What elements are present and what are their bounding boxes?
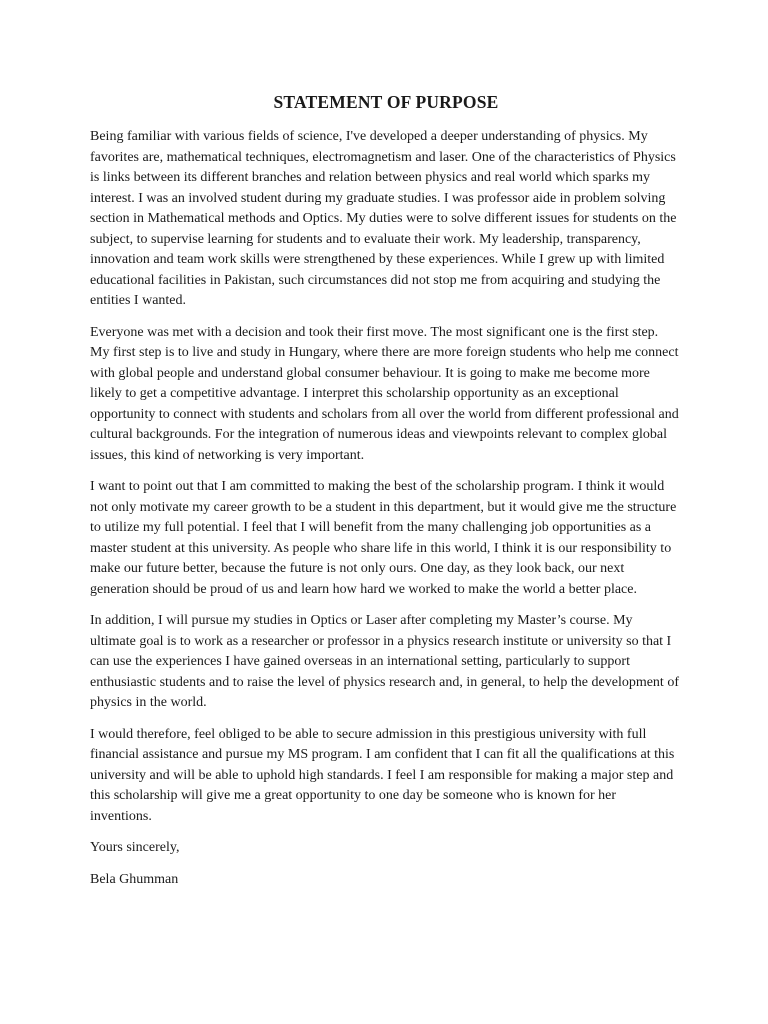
paragraph-conclusion: I would therefore, feel obliged to be able to secure admission in this prestigious university with full financial assistance and pursue my MS program. I am confident that I can fit all the qualifications at this university and will be able to uphold high standards. I feel I am responsible for making a major step and this scholarship will give me a great opportunity to one day be someone who is known for her inventions. bbox=[90, 726, 675, 824]
document-page bbox=[90, 92, 680, 901]
paragraph-goals: In addition, I will pursue my studies in Optics or Laser after completing my Master’s course. My ultimate goal is to work as a researcher or professor in a physics research institute or university so that I can use the experiences I have gained overseas in an international setting, particularly to support enthusiastic students and to raise the level of physics research and, in general, to help the development of physics in the world. bbox=[90, 613, 679, 710]
paragraph-first-step: Everyone was met with a decision and took their first move. The most significant one is the first step. My first step is to live and study in Hungary, where there are more foreign students who help me connect with global people and understand global consumer behaviour. It is going to make me become more likely to get a competitive advantage. I interpret this scholarship opportunity as an exceptional opportunity to connect with students and scholars from all over the world from different professional and cultural backgrounds. For the integration of numerous ideas and viewpoints relevant to complex global issues, this kind of networking is very important. bbox=[90, 324, 679, 463]
signature-name: Bela Ghumman bbox=[90, 871, 179, 887]
closing-salutation: Yours sincerely, bbox=[90, 840, 180, 855]
document-title: STATEMENT OF PURPOSE bbox=[273, 92, 499, 112]
paragraph-commitment: I want to point out that I am committed to making the best of the scholarship program. I think it would not only motivate my career growth to be a student in this department, but it would give me the structure to utilize my full potential. I feel that I will benefit from the many challenging job opportunities as a master student at this university. As people who share life in this world, I think it is our responsibility to make our future better, because the future is not only ours. One day, as they look back, our next generation should be proud of us and learn how hard we worked to make the world a better place. bbox=[90, 479, 677, 597]
paragraph-intro: Being familiar with various fields of science, I've developed a deeper understanding of physics. My favorites are, mathematical techniques, electromagnetism and laser. One of the characteristics of Physics is links between its different branches and relation between physics and real world which sparks my interest. I was an involved student during my graduate studies. I was professor aide in problem solving section in Mathematical methods and Optics. My duties were to solve different issues for students on the subject, to supervise learning for students and to evaluate their work. My leadership, transparency, innovation and team work skills were strengthened by these experiences. While I grew up with limited educational facilities in Pakistan, such circumstances did not stop me from acquiring and studying the entities I wanted. bbox=[90, 129, 677, 308]
